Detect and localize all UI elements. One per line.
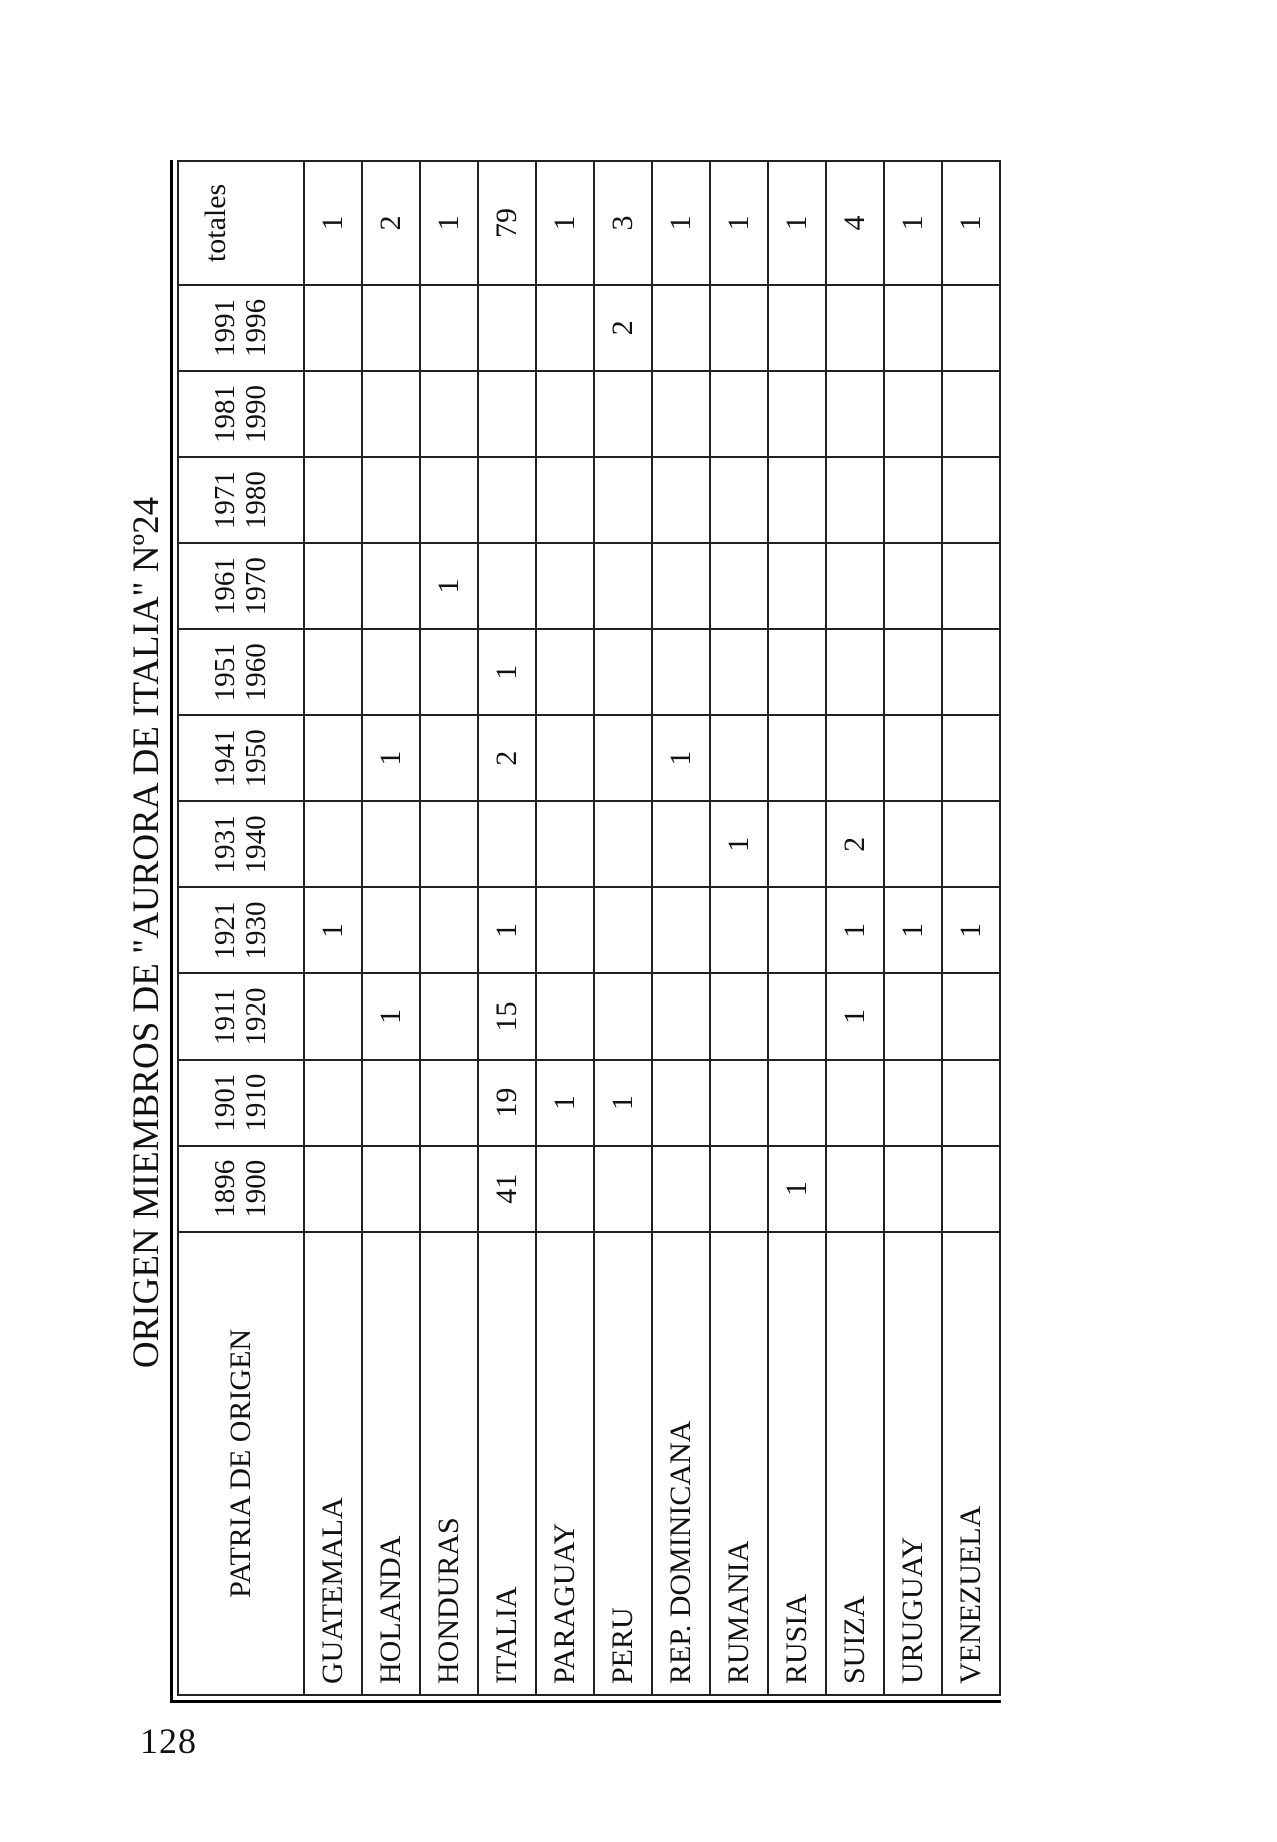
period-header — [178, 1146, 304, 1232]
period-count-cell — [768, 801, 826, 887]
period-count-cell — [478, 371, 536, 457]
period-count-cell — [710, 629, 768, 715]
period-count-cell — [826, 629, 884, 715]
country-cell: ITALIA — [478, 1232, 536, 1695]
period-count-cell — [826, 715, 884, 801]
period-count-cell — [536, 457, 594, 543]
period-count-cell — [536, 1146, 594, 1232]
period-count-cell — [710, 371, 768, 457]
period-count-cell: 1 — [942, 887, 1000, 973]
period-end-year: 1980 — [240, 471, 272, 530]
period-count-cell — [768, 715, 826, 801]
period-count-cell — [652, 543, 710, 629]
period-count-cell — [884, 543, 942, 629]
period-count-cell — [884, 1146, 942, 1232]
period-start-year: 1981 — [209, 384, 241, 443]
period-count-cell — [420, 973, 478, 1059]
total-cell: 4 — [826, 161, 884, 285]
country-cell: SUIZA — [826, 1232, 884, 1695]
period-count-cell — [536, 543, 594, 629]
period-count-cell — [942, 457, 1000, 543]
period-count-cell — [304, 543, 362, 629]
period-count-cell — [420, 285, 478, 371]
period-count-cell — [884, 457, 942, 543]
period-count-cell — [536, 715, 594, 801]
period-count-cell: 1 — [594, 1060, 652, 1146]
period-count-cell — [536, 371, 594, 457]
period-end-year: 1910 — [240, 1073, 272, 1132]
country-cell: GUATEMALA — [304, 1232, 362, 1695]
period-count-cell — [942, 1060, 1000, 1146]
period-count-cell — [710, 1060, 768, 1146]
period-header — [178, 543, 304, 629]
period-count-cell: 1 — [826, 973, 884, 1059]
period-header — [178, 887, 304, 973]
period-count-cell: 1 — [826, 887, 884, 973]
period-header — [178, 371, 304, 457]
period-count-cell — [768, 887, 826, 973]
period-start-year: 1961 — [209, 557, 241, 616]
period-count-cell — [942, 715, 1000, 801]
period-count-cell — [652, 285, 710, 371]
period-count-cell — [768, 629, 826, 715]
period-count-cell — [942, 801, 1000, 887]
table-row — [942, 161, 1000, 1695]
period-header — [178, 715, 304, 801]
period-count-cell: 2 — [826, 801, 884, 887]
period-count-cell — [362, 887, 420, 973]
period-count-cell — [594, 973, 652, 1059]
period-count-cell — [652, 973, 710, 1059]
period-count-cell — [768, 457, 826, 543]
total-cell: 1 — [652, 161, 710, 285]
country-cell: REP. DOMINICANA — [652, 1232, 710, 1695]
period-count-cell — [304, 285, 362, 371]
period-count-cell: 1 — [478, 887, 536, 973]
period-count-cell — [362, 457, 420, 543]
period-header — [178, 629, 304, 715]
period-header — [178, 457, 304, 543]
total-cell: 2 — [362, 161, 420, 285]
total-cell: 3 — [594, 161, 652, 285]
period-count-cell — [536, 285, 594, 371]
period-count-cell — [826, 457, 884, 543]
period-count-cell — [942, 629, 1000, 715]
country-cell: HOLANDA — [362, 1232, 420, 1695]
period-count-cell — [768, 285, 826, 371]
period-start-year: 1931 — [209, 815, 241, 874]
totals-label: totales — [199, 183, 232, 263]
period-count-cell — [536, 801, 594, 887]
period-count-cell — [710, 887, 768, 973]
period-count-cell — [594, 715, 652, 801]
origin-members-table — [177, 160, 1001, 1696]
period-count-cell — [478, 285, 536, 371]
period-count-cell — [826, 285, 884, 371]
period-count-cell: 2 — [594, 285, 652, 371]
period-count-cell — [420, 1146, 478, 1232]
period-count-cell — [768, 1060, 826, 1146]
period-count-cell: 1 — [304, 887, 362, 973]
period-count-cell: 1 — [362, 715, 420, 801]
period-count-cell — [710, 285, 768, 371]
period-count-cell: 2 — [478, 715, 536, 801]
period-start-year: 1941 — [209, 729, 241, 788]
period-count-cell — [652, 1146, 710, 1232]
period-end-year: 1940 — [240, 815, 272, 874]
period-end-year: 1950 — [240, 729, 272, 788]
period-end-year: 1900 — [240, 1159, 272, 1218]
table-body — [304, 161, 1000, 1695]
table-row — [362, 161, 420, 1695]
period-count-cell — [420, 801, 478, 887]
period-count-cell — [826, 1146, 884, 1232]
total-cell: 1 — [942, 161, 1000, 285]
period-count-cell — [304, 973, 362, 1059]
period-count-cell — [536, 887, 594, 973]
period-header — [178, 801, 304, 887]
period-count-cell — [362, 543, 420, 629]
period-count-cell — [594, 629, 652, 715]
country-cell: PERU — [594, 1232, 652, 1695]
table-header-row — [178, 161, 304, 1695]
period-count-cell — [652, 801, 710, 887]
period-count-cell: 41 — [478, 1146, 536, 1232]
period-end-year: 1990 — [240, 384, 272, 443]
period-count-cell — [362, 371, 420, 457]
period-count-cell: 1 — [768, 1146, 826, 1232]
period-count-cell — [304, 629, 362, 715]
country-cell: PARAGUAY — [536, 1232, 594, 1695]
period-count-cell — [942, 543, 1000, 629]
country-cell: URUGUAY — [884, 1232, 942, 1695]
period-count-cell — [652, 887, 710, 973]
period-end-year: 1930 — [240, 901, 272, 960]
period-count-cell — [478, 457, 536, 543]
period-count-cell — [768, 543, 826, 629]
period-count-cell — [304, 371, 362, 457]
period-count-cell — [768, 973, 826, 1059]
period-count-cell — [594, 1146, 652, 1232]
country-cell: RUMANIA — [710, 1232, 768, 1695]
period-end-year: 1960 — [240, 643, 272, 702]
totals-column-header — [178, 161, 304, 285]
table-row — [478, 161, 536, 1695]
table-row — [884, 161, 942, 1695]
period-count-cell — [362, 801, 420, 887]
total-cell: 1 — [768, 161, 826, 285]
period-count-cell: 19 — [478, 1060, 536, 1146]
period-count-cell: 15 — [478, 973, 536, 1059]
table-row — [652, 161, 710, 1695]
period-count-cell — [942, 285, 1000, 371]
period-count-cell — [304, 715, 362, 801]
period-count-cell — [652, 371, 710, 457]
table-row — [768, 161, 826, 1695]
period-start-year: 1951 — [209, 643, 241, 702]
period-count-cell — [942, 371, 1000, 457]
period-end-year: 1996 — [240, 298, 272, 357]
period-count-cell — [652, 1060, 710, 1146]
period-count-cell — [478, 801, 536, 887]
period-count-cell — [594, 543, 652, 629]
period-header — [178, 973, 304, 1059]
period-count-cell — [652, 457, 710, 543]
period-count-cell: 1 — [884, 887, 942, 973]
country-cell: HONDURAS — [420, 1232, 478, 1695]
period-start-year: 1921 — [209, 901, 241, 960]
period-count-cell: 1 — [420, 543, 478, 629]
period-start-year: 1911 — [209, 988, 241, 1045]
period-count-cell — [304, 1060, 362, 1146]
period-count-cell — [420, 457, 478, 543]
period-count-cell — [942, 973, 1000, 1059]
period-count-cell — [420, 371, 478, 457]
total-cell: 1 — [304, 161, 362, 285]
table-row — [710, 161, 768, 1695]
period-count-cell: 1 — [652, 715, 710, 801]
period-count-cell — [594, 371, 652, 457]
period-count-cell — [884, 629, 942, 715]
period-count-cell — [420, 887, 478, 973]
period-count-cell — [420, 715, 478, 801]
period-count-cell — [478, 543, 536, 629]
period-count-cell — [884, 715, 942, 801]
period-count-cell — [884, 801, 942, 887]
period-header — [178, 285, 304, 371]
total-cell: 1 — [420, 161, 478, 285]
rotated-table-page — [120, 160, 1120, 1705]
period-start-year: 1991 — [209, 298, 241, 357]
period-count-cell — [884, 1060, 942, 1146]
period-start-year: 1971 — [209, 471, 241, 530]
table-row — [420, 161, 478, 1695]
period-count-cell — [826, 543, 884, 629]
country-cell: VENEZUELA — [942, 1232, 1000, 1695]
country-column-header: PATRIA DE ORIGEN — [178, 1232, 304, 1695]
period-count-cell — [768, 371, 826, 457]
period-count-cell: 1 — [362, 973, 420, 1059]
period-count-cell — [942, 1146, 1000, 1232]
period-count-cell: 1 — [478, 629, 536, 715]
table-row — [536, 161, 594, 1695]
table-row — [594, 161, 652, 1695]
period-count-cell — [304, 801, 362, 887]
period-count-cell — [884, 973, 942, 1059]
period-count-cell — [420, 1060, 478, 1146]
period-count-cell — [826, 1060, 884, 1146]
period-count-cell — [362, 629, 420, 715]
total-cell: 1 — [884, 161, 942, 285]
period-count-cell — [884, 285, 942, 371]
period-count-cell — [710, 973, 768, 1059]
period-count-cell — [362, 1060, 420, 1146]
period-start-year: 1901 — [209, 1073, 241, 1132]
period-count-cell — [826, 371, 884, 457]
total-cell: 1 — [710, 161, 768, 285]
page-number: 128 — [140, 1721, 197, 1761]
period-count-cell: 1 — [710, 801, 768, 887]
period-end-year: 1970 — [240, 557, 272, 616]
period-start-year: 1896 — [209, 1159, 241, 1218]
period-count-cell — [536, 629, 594, 715]
period-count-cell — [884, 371, 942, 457]
period-count-cell — [710, 457, 768, 543]
table-row — [826, 161, 884, 1695]
period-count-cell — [594, 887, 652, 973]
table-title: ORIGEN MIEMBROS DE "AURORA DE ITALIA" Nº24 — [126, 496, 167, 1369]
period-count-cell — [652, 629, 710, 715]
period-count-cell: 1 — [536, 1060, 594, 1146]
period-count-cell — [710, 1146, 768, 1232]
period-count-cell — [362, 1146, 420, 1232]
period-count-cell — [710, 715, 768, 801]
period-count-cell — [594, 801, 652, 887]
period-count-cell — [420, 629, 478, 715]
period-count-cell — [594, 457, 652, 543]
table-row — [304, 161, 362, 1695]
country-cell: RUSIA — [768, 1232, 826, 1695]
total-cell: 79 — [478, 161, 536, 285]
period-count-cell — [710, 543, 768, 629]
period-count-cell — [362, 285, 420, 371]
period-end-year: 1920 — [240, 987, 272, 1046]
table-frame — [170, 160, 1001, 1703]
period-header — [178, 1060, 304, 1146]
period-count-cell — [304, 1146, 362, 1232]
total-cell: 1 — [536, 161, 594, 285]
period-count-cell — [536, 973, 594, 1059]
period-count-cell — [304, 457, 362, 543]
